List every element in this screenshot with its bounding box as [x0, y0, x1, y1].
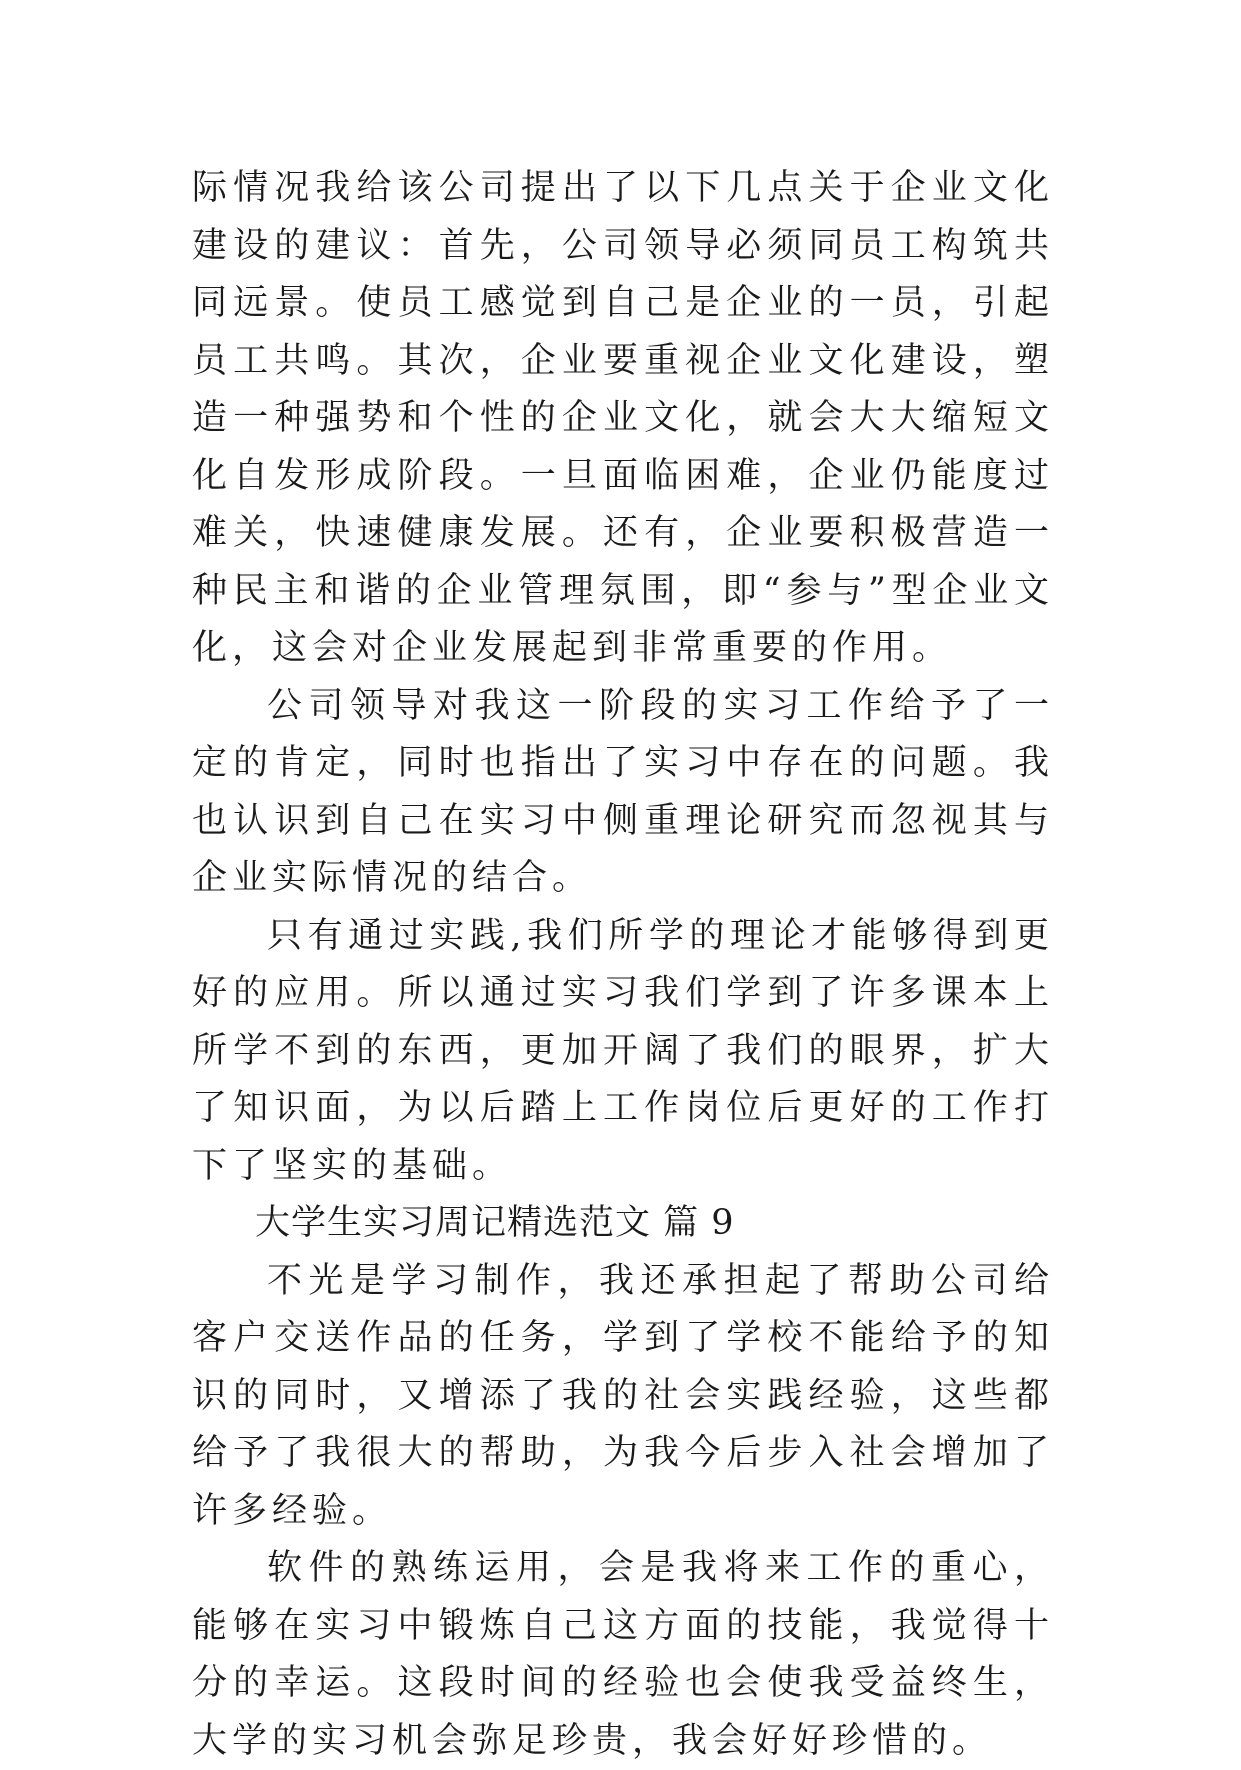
document-page	[192, 160, 1054, 1770]
paragraph: 软件的熟练运用，会是我将来工作的重心，能够在实习中锻炼自己这方面的技能，我觉得十分的幸运。这段时间的经验也会使我受益终生，大学的实习机会弥足珍贵，我会好好珍惜的。	[192, 1548, 1054, 1761]
paragraph-continued: 际情况我给该公司提出了以下几点关于企业文化建设的建议：首先，公司领导必须同员工构筑共同远景。使员工感觉到自己是企业的一员，引起员工共鸣。其次，企业要重视企业文化建设，塑造一种强势和个性的企业文化，就会大大缩短文化自发形成阶段。一旦面临困难，企业仍能度过难关，快速健康发展。还有，企业要积极营造一种民主和谐的企业管理氛围，即“参与”型企业文化，这会对企业发展起到非常重要的作用。	[192, 168, 1054, 668]
paragraph: 公司领导对我这一阶段的实习工作给予了一定的肯定，同时也指出了实习中存在的问题。我也认识到自己在实习中侧重理论研究而忽视其与企业实际情况的结合。	[192, 685, 1054, 898]
paragraph: 只有通过实践,我们所学的理论才能够得到更好的应用。所以通过实习我们学到了许多课本上所学不到的东西，更加开阔了我们的眼界，扩大了知识面，为以后踏上工作岗位后更好的工作打下了坚实的基础。	[192, 915, 1054, 1186]
paragraph: 不光是学习制作，我还承担起了帮助公司给客户交送作品的任务，学到了学校不能给予的知识的同时，又增添了我的社会实践经验，这些都给予了我很大的帮助，为我今后步入社会增加了许多经验。	[192, 1260, 1054, 1531]
section-heading: 大学生实习周记精选范文 篇 9	[255, 1203, 735, 1243]
